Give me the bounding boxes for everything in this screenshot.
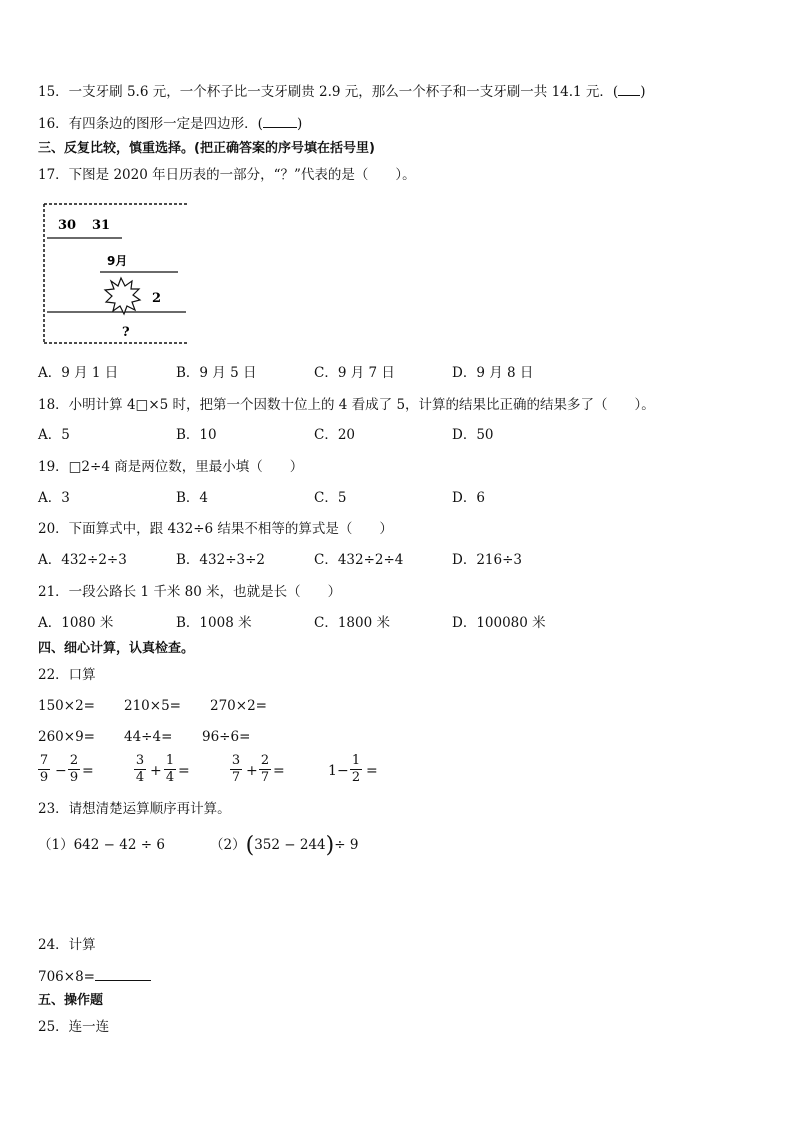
q18-option-a[interactable]: A．5 bbox=[38, 427, 70, 443]
mental-calc-3: 270×2= bbox=[210, 698, 267, 714]
calendar-figure bbox=[40, 198, 192, 348]
answer-blank-16[interactable] bbox=[263, 114, 297, 128]
mental-calc-5: 44÷4= bbox=[124, 729, 173, 745]
question-21-text: 21．一段公路长 1 千米 80 米，也就是长（ ） bbox=[38, 584, 342, 600]
q21-option-b[interactable]: B．1008 米 bbox=[176, 615, 252, 631]
q23-part-2: （2）(352 − 244)÷ 9 bbox=[210, 833, 359, 858]
calendar-month-label: 9月 bbox=[107, 254, 128, 268]
section-5-heading: 五、操作题 bbox=[38, 993, 104, 1008]
section-3-heading: 三、反复比较，慎重选择。(把正确答案的序号填在括号里) bbox=[38, 141, 375, 156]
mental-calc-2: 210×5= bbox=[124, 698, 181, 714]
q23-part-1: （1）642 − 42 ÷ 6 bbox=[38, 837, 165, 853]
answer-blank-15[interactable] bbox=[618, 82, 640, 96]
mental-calc-4: 260×9= bbox=[38, 729, 95, 745]
question-20-text: 20．下面算式中，跟 432÷6 结果不相等的算式是（ ） bbox=[38, 521, 393, 537]
q20-option-d[interactable]: D．216÷3 bbox=[452, 552, 522, 568]
question-17-text: 17．下图是 2020 年日历表的一部分，“？”代表的是（ ）。 bbox=[38, 167, 416, 183]
question-15: 15．一支牙刷 5.6 元，一个杯子比一支牙刷贵 2.9 元，那么一个杯子和一支牙刷一共 14.1 元．( ) bbox=[38, 84, 646, 100]
q20-option-a[interactable]: A．432÷2÷3 bbox=[38, 552, 127, 568]
q18-option-d[interactable]: D．50 bbox=[452, 427, 494, 443]
q18-option-b[interactable]: B．10 bbox=[176, 427, 217, 443]
q17-option-a[interactable]: A．9 月 1 日 bbox=[38, 365, 119, 381]
question-15-text: 15．一支牙刷 5.6 元，一个杯子比一支牙刷贵 2.9 元，那么一个杯子和一支牙刷一共 14.1 元．( bbox=[38, 84, 619, 100]
q19-option-b[interactable]: B．4 bbox=[176, 490, 209, 506]
question-16-text: 16．有四条边的图形一定是四边形．( bbox=[38, 116, 263, 132]
q17-option-d[interactable]: D．9 月 8 日 bbox=[452, 365, 534, 381]
mental-calc-1: 150×2= bbox=[38, 698, 95, 714]
q21-option-d[interactable]: D．100080 米 bbox=[452, 615, 546, 631]
question-16: 16．有四条边的图形一定是四边形．( ) bbox=[38, 116, 303, 132]
calendar-day-2: 2 bbox=[152, 291, 162, 306]
question-23-text: 23．请想清楚运算顺序再计算。 bbox=[38, 801, 231, 817]
starburst-icon bbox=[105, 278, 140, 314]
mental-calc-6: 96÷6= bbox=[202, 729, 251, 745]
question-22-text: 22．口算 bbox=[38, 667, 96, 683]
question-24-text: 24．计算 bbox=[38, 937, 96, 953]
q19-option-a[interactable]: A．3 bbox=[38, 490, 70, 506]
q21-option-c[interactable]: C．1800 米 bbox=[314, 615, 390, 631]
calendar-unknown-day: ? bbox=[122, 325, 130, 340]
question-18-text: 18．小明计算 4□×5 时，把第一个因数十位上的 4 看成了 5，计算的结果比正确的结果多了（ ）。 bbox=[38, 397, 655, 413]
q17-option-b[interactable]: B．9 月 5 日 bbox=[176, 365, 257, 381]
q19-option-c[interactable]: C．5 bbox=[314, 490, 347, 506]
q20-option-c[interactable]: C．432÷2÷4 bbox=[314, 552, 404, 568]
q19-option-d[interactable]: D．6 bbox=[452, 490, 485, 506]
calendar-day-30: 30 bbox=[58, 218, 77, 233]
q21-option-a[interactable]: A．1080 米 bbox=[38, 615, 114, 631]
q18-option-c[interactable]: C．20 bbox=[314, 427, 356, 443]
answer-blank-24[interactable] bbox=[95, 967, 151, 981]
q20-option-b[interactable]: B．432÷3÷2 bbox=[176, 552, 265, 568]
question-25-text: 25．连一连 bbox=[38, 1019, 110, 1035]
calendar-day-31: 31 bbox=[92, 218, 111, 233]
q17-option-c[interactable]: C．9 月 7 日 bbox=[314, 365, 395, 381]
q24-expression: 706×8= bbox=[38, 967, 151, 986]
section-4-heading: 四、细心计算，认真检查。 bbox=[38, 641, 195, 656]
question-19-text: 19．□2÷4 商是两位数，里最小填（ ） bbox=[38, 459, 304, 475]
